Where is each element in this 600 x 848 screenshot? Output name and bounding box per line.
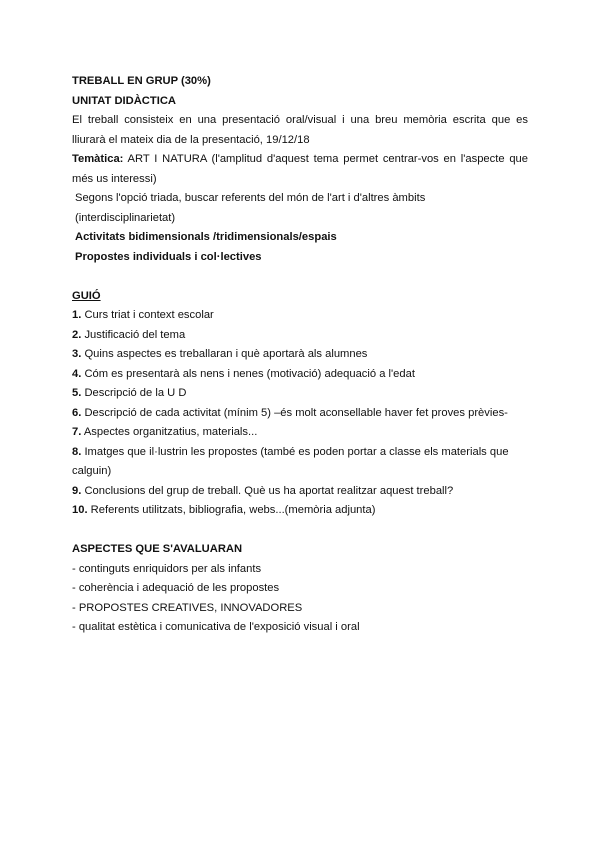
guio-item (72, 482, 528, 502)
guio-item (72, 501, 528, 521)
guio-item (72, 443, 528, 482)
guio-item (72, 306, 528, 326)
guio-item (72, 404, 528, 424)
guio-item-text: Descripció de la U D (81, 387, 187, 399)
guio-item (72, 384, 528, 404)
heading-unitat-didactica: UNITAT DIDÀCTICA (72, 94, 176, 107)
guio-item-number: 3. (72, 348, 82, 360)
guio-item-text: Quins aspectes es treballaran i què aportarà als alumnes (81, 348, 368, 360)
guio-item-text: Aspectes organitzatius, materials... (81, 426, 258, 438)
aspectes-title: ASPECTES QUE S'AVALUARAN (72, 543, 243, 555)
guio-item-text: Cóm es presentarà als nens i nenes (motivació) adequació a l'edat (81, 367, 415, 380)
spacer (72, 521, 528, 541)
aspectes-item: - qualitat estètica i comunicativa de l'exposició visual i oral (72, 621, 360, 633)
aspectes-item: - continguts enriquidors per als infants (72, 562, 262, 575)
intro-paragraph: El treball consisteix en una presentació oral/visual i una breu memòria escrita que es lliurarà el mateix dia de la presentació, 19/12/18 (72, 114, 528, 146)
heading-treball-en-grup: TREBALL EN GRUP (30%) (72, 75, 211, 87)
activitats-line: Activitats bidimensionals /tridimensionals/espais (75, 231, 337, 243)
guio-list (72, 306, 528, 521)
guio-item-text: Conclusions del grup de treball. Què us ha aportat realitzar aquest treball? (81, 484, 454, 497)
tematica-text: ART I NATURA (l'amplitud d'aquest tema permet centrar-vos en l'aspecte que més us interessi) (72, 153, 528, 185)
guio-item-number: 1. (72, 309, 82, 321)
spacer (72, 267, 528, 287)
tematica-paragraph (72, 150, 528, 189)
guio-item (72, 326, 528, 346)
aspectes-item: - PROPOSTES CREATIVES, INNOVADORES (72, 601, 303, 614)
guio-item-text: Curs triat i context escolar (81, 309, 214, 321)
aspectes-list (72, 560, 528, 638)
guio-item-number: 6. (72, 406, 82, 419)
aspectes-item: - coherència i adequació de les propostes (72, 582, 280, 594)
guio-item-number: 4. (72, 367, 82, 380)
tematica-label: Temàtica: (72, 153, 124, 165)
guio-item-number: 7. (72, 426, 82, 438)
guio-item-number: 5. (72, 387, 82, 399)
guio-item-number: 10. (72, 504, 88, 516)
guio-item-text: Referents utilitzats, bibliografia, webs...(memòria adjunta) (87, 504, 376, 516)
guio-item-text: Descripció de cada activitat (mínim 5) –és molt aconsellable haver fet proves prèvies- (81, 406, 508, 419)
guio-item (72, 365, 528, 385)
guio-item-number: 2. (72, 328, 82, 341)
guio-item-text: Imatges que il·lustrin les propostes (també es poden portar a classe els materials que calguin) (72, 445, 509, 477)
guio-item-number: 8. (72, 445, 82, 458)
guio-item-text: Justificació del tema (81, 328, 186, 341)
segons-paragraph: Segons l'opció triada, buscar referents del món de l'art i d'altres àmbits (interdisciplinarietat) (75, 192, 426, 224)
document-page (72, 72, 528, 638)
guio-item (72, 345, 528, 365)
guio-item (72, 423, 528, 443)
propostes-line: Propostes individuals i col·lectives (75, 250, 262, 263)
guio-item-number: 9. (72, 484, 82, 497)
guio-title: GUIÓ (72, 289, 101, 302)
